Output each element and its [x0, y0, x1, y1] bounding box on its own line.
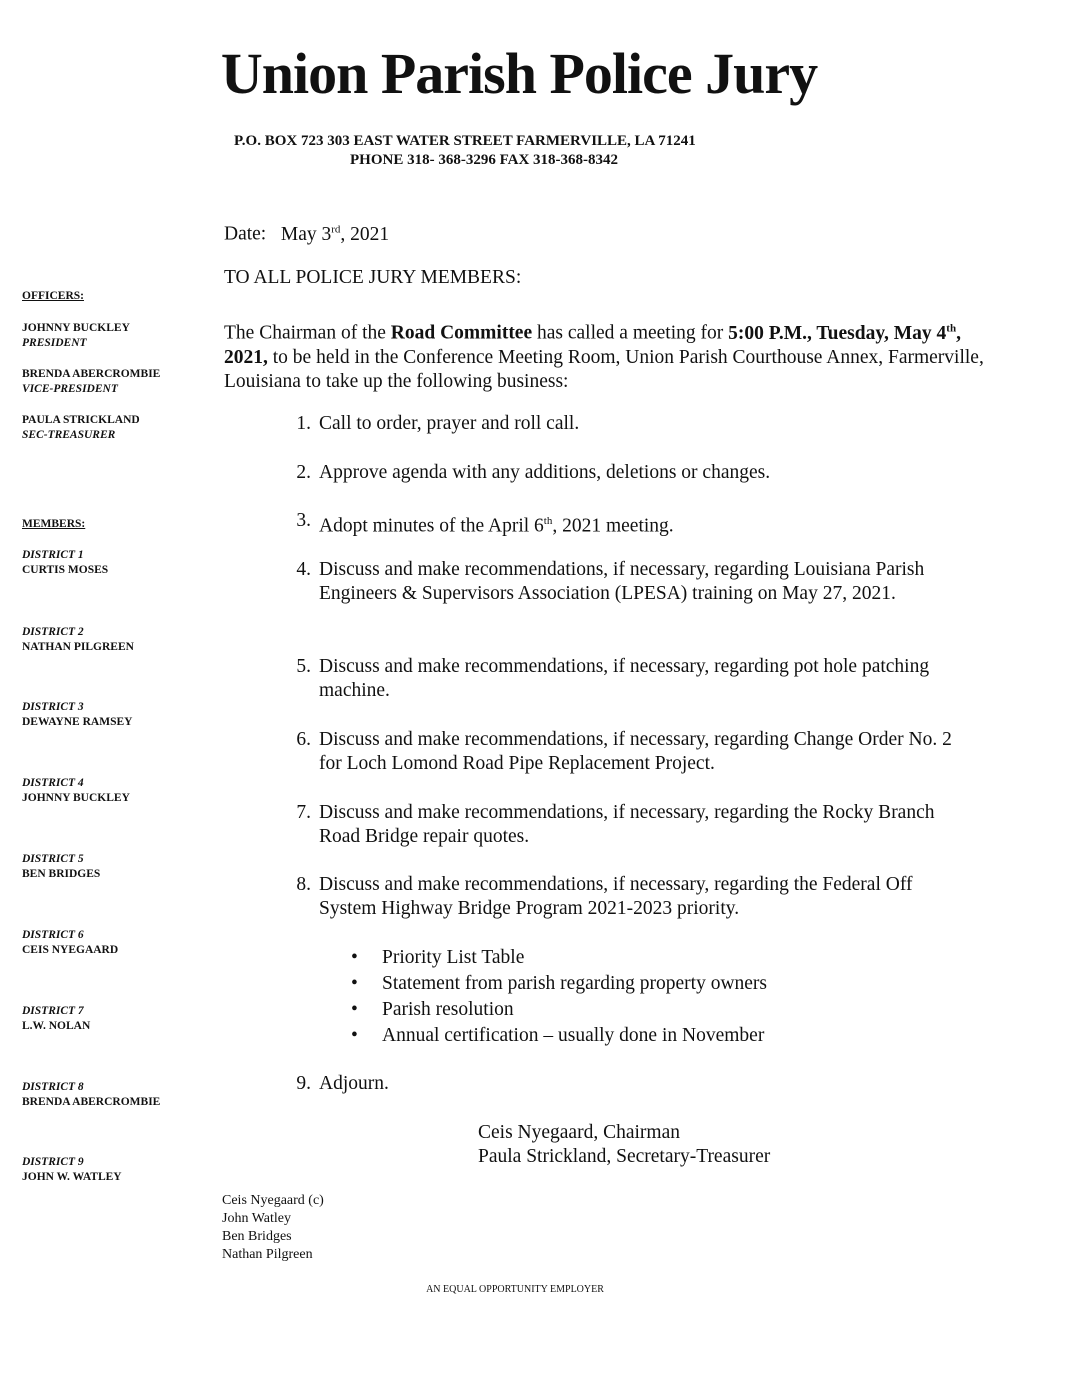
members-heading: MEMBERS:: [22, 518, 86, 530]
footer-eoe: AN EQUAL OPPORTUNITY EMPLOYER: [426, 1284, 604, 1295]
committee-member: Ben Bridges: [222, 1229, 292, 1244]
officer-entry: JOHNNY BUCKLEY PRESIDENT: [22, 322, 130, 349]
letterhead-title: Union Parish Police Jury: [220, 41, 818, 106]
phone-fax-line: PHONE 318- 368-3296 FAX 318-368-8342: [350, 152, 619, 168]
signature-chairman: Ceis Nyegaard, Chairman: [478, 1122, 680, 1143]
officer-entry: BRENDA ABERCROMBIE VICE-PRESIDENT: [22, 368, 161, 395]
salutation: TO ALL POLICE JURY MEMBERS:: [224, 267, 522, 288]
member-entry: DISTRICT 5 BEN BRIDGES: [22, 853, 101, 880]
officers-heading: OFFICERS:: [22, 290, 84, 302]
intro-paragraph: The Chairman of the Road Committee has called a meeting for 5:00 P.M., Tuesday, May 4th, 2021, to be held in the Conference Meeting Room, Union Parish Courthouse Annex, Farmerville, Louisiana to take up the following business:: [224, 322, 984, 392]
member-entry: DISTRICT 1 CURTIS MOSES: [22, 549, 109, 576]
address-line: P.O. BOX 723 303 EAST WATER STREET FARMERVILLE, LA 71241: [234, 133, 696, 149]
date-line: [224, 217, 389, 247]
member-entry: DISTRICT 8 BRENDA ABERCROMBIE: [22, 1081, 161, 1108]
member-entry: DISTRICT 3 DEWAYNE RAMSEY: [22, 701, 133, 728]
committee-member: Nathan Pilgreen: [222, 1247, 313, 1262]
officer-entry: PAULA STRICKLAND SEC-TREASURER: [22, 414, 140, 441]
member-entry: DISTRICT 2 NATHAN PILGREEN: [22, 626, 134, 653]
date-value: May 3rd, 2021: [280, 223, 390, 245]
member-entry: DISTRICT 7 L.W. NOLAN: [22, 1005, 91, 1032]
committee-member: Ceis Nyegaard (c): [222, 1193, 324, 1208]
committee-member: John Watley: [222, 1211, 291, 1226]
member-entry: DISTRICT 4 JOHNNY BUCKLEY: [22, 777, 130, 804]
member-entry: DISTRICT 6 CEIS NYEGAARD: [22, 929, 119, 956]
member-entry: DISTRICT 9 JOHN W. WATLEY: [22, 1156, 122, 1183]
signature-secretary: Paula Strickland, Secretary-Treasurer: [478, 1146, 771, 1167]
date-label: Date:: [224, 223, 267, 245]
